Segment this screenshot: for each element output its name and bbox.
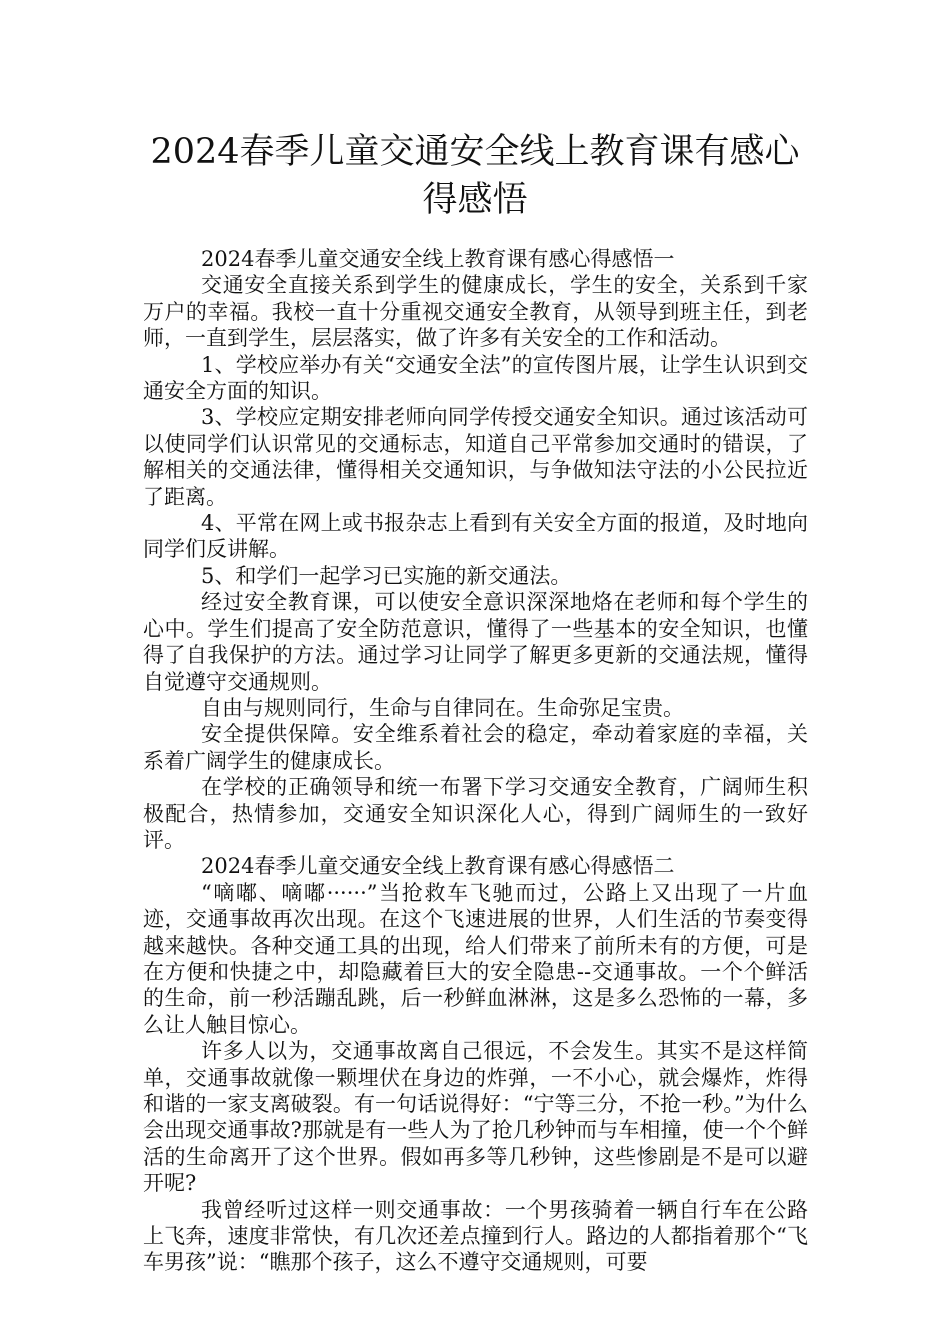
paragraph: 在学校的正确领导和统一布署下学习交通安全教育，广阔师生积极配合，热情参加，交通安全知识深化人心，得到广阔师生的一致好评。 [143,775,808,852]
list-item: 4、平常在网上或书报杂志上看到有关安全方面的报道，及时地向同学们反讲解。 [143,511,808,562]
paragraph: 自由与规则同行，生命与自律同在。生命弥足宝贵。 [201,695,684,720]
title-line-1: 2024春季儿童交通安全线上教育课有感心 [150,132,800,172]
document-title [120,128,830,224]
paragraph: 安全提供保障。安全维系着社会的稳定，牵动着家庭的幸福，关系着广阔学生的健康成长。 [143,722,808,773]
document-body [143,246,808,1276]
section-heading-2: 2024春季儿童交通安全线上教育课有感心得感悟二 [201,854,675,879]
paragraph: 经过安全教育课，可以使安全意识深深地烙在老师和每个学生的心中。学生们提高了安全防范意识，懂得了一些基本的安全知识，也懂得了自我保护的方法。通过学习让同学了解更多更新的交通法规，懂得自觉遵守交通规则。 [143,590,808,694]
title-line-2: 得感悟 [422,180,528,220]
list-item: 1、学校应举办有关“交通安全法”的宣传图片展，让学生认识到交通安全方面的知识。 [143,352,808,404]
paragraph: 许多人以为，交通事故离自己很远，不会发生。其实不是这样简单，交通事故就像一颗埋伏在身边的炸弹，一不小心，就会爆炸，炸得和谐的一家支离破裂。有一句话说得好：“宁等三分，不抢一秒。”为什么会出现交通事故?那就是有一些人为了抢几秒钟而与车相撞，使一个个鲜活的生命离开了这个世界。假如再多等几秒钟，这些惨剧是不是可以避开呢? [143,1039,808,1196]
list-item: 3、学校应定期安排老师向同学传授交通安全知识。通过该活动可以使同学们认识常见的交通标志，知道自己平常参加交通时的错误，了解相关的交通法律，懂得相关交通知识，与争做知法守法的小公民拉近了距离。 [143,405,808,509]
paragraph: 交通安全直接关系到学生的健康成长，学生的安全，关系到千家万户的幸福。我校一直十分重视交通安全教育，从领导到班主任，到老师，一直到学生，层层落实，做了许多有关安全的工作和活动。 [143,273,808,351]
paragraph: “嘀嘟、嘀嘟······”当抢救车飞驰而过，公路上又出现了一片血迹，交通事故再次出现。在这个飞速进展的世界，人们生活的节奏变得越来越快。各种交通工具的出现，给人们带来了前所未有的方便，可是在方便和快捷之中，却隐藏着巨大的安全隐患--交通事故。一个个鲜活的生命，前一秒活蹦乱跳，后一秒鲜血淋淋，这是多么恐怖的一幕，多么让人触目惊心。 [143,880,808,1037]
section-heading-1: 2024春季儿童交通安全线上教育课有感心得感悟一 [201,247,675,271]
paragraph: 我曾经听过这样一则交通事故：一个男孩骑着一辆自行车在公路上飞奔，速度非常快，有几次还差点撞到行人。路边的人都指着那个“飞车男孩”说：“瞧那个孩子，这么不遵守交通规则，可要 [143,1197,808,1275]
list-item: 5、和学们一起学习已实施的新交通法。 [201,563,572,588]
